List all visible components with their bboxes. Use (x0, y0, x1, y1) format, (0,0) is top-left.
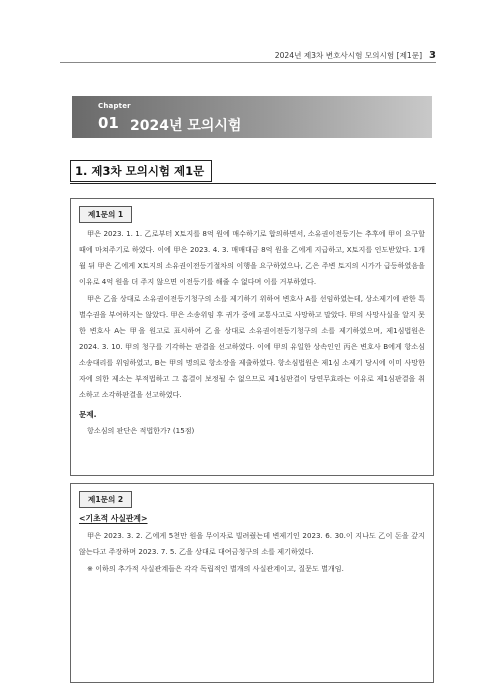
problem-text: 항소심의 판단은 적법한가? (15점) (87, 426, 195, 435)
running-header-text: 2024년 제3차 변호사시험 모의시험 [제1문] (274, 51, 423, 60)
running-header (60, 50, 436, 61)
section-rule (70, 183, 436, 184)
chapter-label: Chapter (98, 102, 131, 110)
fact-heading: <기초적 사실관계> (79, 514, 148, 523)
question1-paragraph-1: 甲은 2023. 1. 1. 乙로부터 X토지를 8억 원에 매수하기로 합의하면서, 소유권이전등기는 추후에 甲이 요구할 때에 마쳐주기로 하였다. 이에 甲은 2023. 4. 3. 매매대금 8억 원을 乙에게 지급하고, X토지를 인도받았다. 1개월 뒤 甲은 乙에게 X토지의 소유권이전등기절차의 이행을 요구하였으나, 乙은 주변 토지의 시가가 급등하였음을 이유로 4억 원을 더 주지 않으면 이전등기를 해줄 수 없다며 이를 거부하였다. (79, 229, 425, 286)
question-box-1 (70, 198, 434, 476)
chapter-banner (72, 96, 432, 138)
question-tag-1: 제1문의 1 (79, 206, 132, 223)
header-rule (60, 62, 436, 63)
fact-note: ※ 이하의 추가적 사실관계들은 각각 독립적인 별개의 사실관계이고, 질문도 별개임. (87, 564, 344, 573)
question-body-2 (79, 511, 425, 577)
question2-paragraph-1: 甲은 2023. 3. 2. 乙에게 5천만 원을 무이자로 빌려줬는데 변제기인 2023. 6. 30.이 지나도 乙이 돈을 갚지 않는다고 주장하며 2023. 7. 5. 乙을 상대로 대여금청구의 소를 제기하였다. (79, 531, 425, 556)
chapter-title: 2024년 모의시험 (130, 118, 242, 134)
chapter-number: 01 (98, 114, 119, 132)
question-box-2 (70, 483, 434, 683)
question-body-1 (79, 226, 425, 439)
question-tag-2: 제1문의 2 (79, 491, 132, 508)
question1-paragraph-2: 甲은 乙을 상대로 소유권이전등기청구의 소를 제기하기 위하여 변호사 A를 선임하였는데, 상소제기에 관한 특별수권을 부여하지는 않았다. 甲은 소송위임 후 귀가 중에 교통사고로 사망하고 말았다. 甲의 사망사실을 알지 못한 변호사 A는 甲을 원고로 표시하여 乙을 상대로 소유권이전등기청구의 소를 제기하였으며, 제1심법원은 2024. 3. 10. 甲의 청구를 기각하는 판결을 선고하였다. 이에 甲의 유일한 상속인인 丙은 변호사 B에게 항소심 소송대리를 위임하였고, B는 甲의 명의로 항소장을 제출하였다. 항소심법원은 제1심 소제기 당시에 이미 사망한 자에 의한 제소는 부적법하고 그 흠결이 보정될 수 없으므로 제1심판결이 당연무효라는 이유로 제1심판결을 취소하고 소각하판결을 선고하였다. (79, 294, 425, 399)
page-number: 3 (429, 50, 436, 61)
problem-heading: 문제. (79, 410, 97, 419)
section-title: 1. 제3차 모의시험 제1문 (70, 160, 212, 182)
